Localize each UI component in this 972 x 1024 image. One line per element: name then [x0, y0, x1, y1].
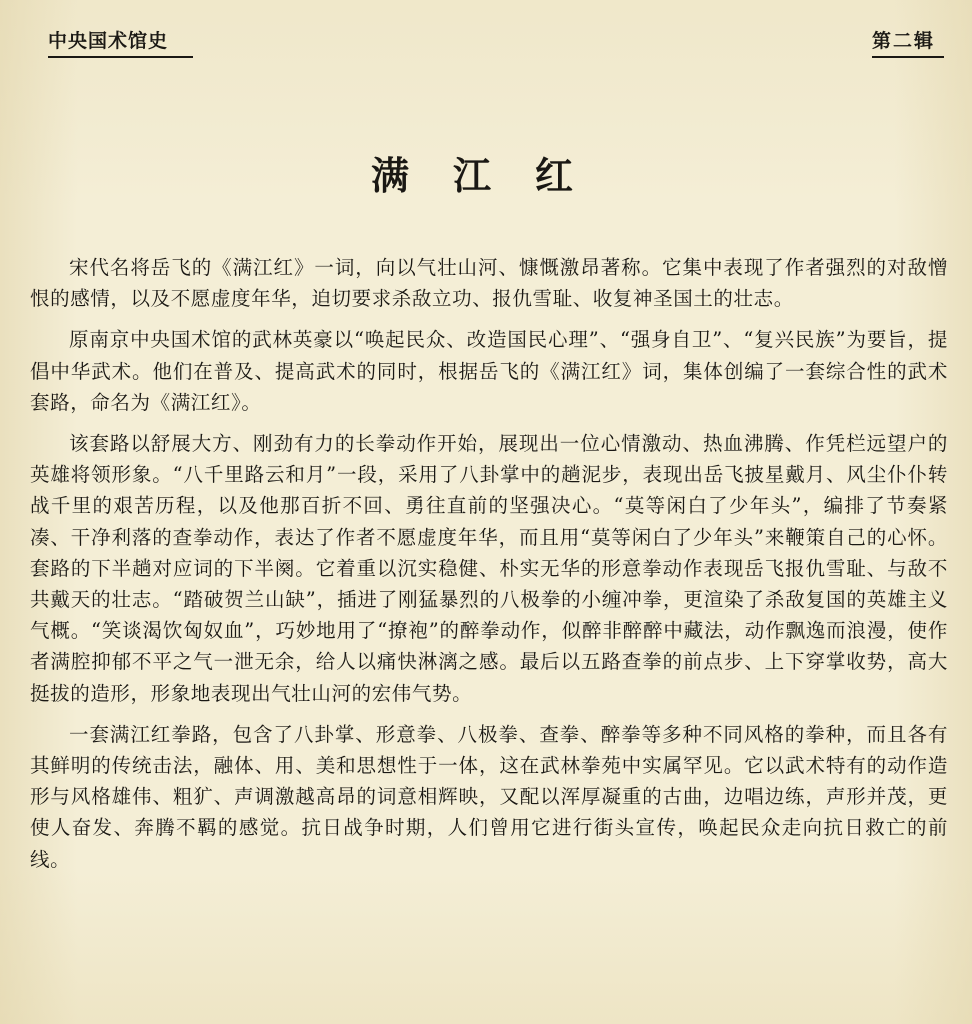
- volume-label: 第二辑: [872, 26, 944, 58]
- paragraph-1: 宋代名将岳飞的《满江红》一词，向以气壮山河、慷慨激昂著称。它集中表现了作者强烈的对敌憎恨的感情，以及不愿虚度年华，迫切要求杀敌立功、报仇雪耻、收复神圣国土的壮志。: [30, 256, 948, 311]
- running-header: [0, 0, 972, 60]
- book-title-header: 中央国术馆史: [48, 26, 193, 58]
- paragraph-2: 原南京中央国术馆的武林英豪以“唤起民众、改造国民心理”、“强身自卫”、“复兴民族”为要旨，提倡中华武术。他们在普及、提高武术的同时，根据岳飞的《满江红》词，集体创编了一套综合性的武术套路，命名为《满江红》。: [30, 328, 948, 414]
- article-title: 满江红: [370, 153, 617, 198]
- paragraph-4: 一套满江红拳路，包含了八卦掌、形意拳、八极拳、查拳、醉拳等多种不同风格的拳种，而且各有其鲜明的传统击法，融体、用、美和思想性于一体，这在武林拳苑中实属罕见。它以武术特有的动作造形与风格雄伟、粗犷、声调激越高昂的词意相辉映，又配以浑厚凝重的古曲，边唱边练，声形并茂，更使人奋发、奔腾不羁的感觉。抗日战争时期，人们曾用它进行街头宣传，唤起民众走向抗日救亡的前线。: [30, 722, 948, 871]
- paragraph-3: 该套路以舒展大方、刚劲有力的长拳动作开始，展现出一位心情激动、热血沸腾、作凭栏远望户的英雄将领形象。“八千里路云和月”一段，采用了八卦掌中的趟泥步，表现出岳飞披星戴月、风尘仆仆转战千里的艰苦历程，以及他那百折不回、勇往直前的坚强决心。“莫等闲白了少年头”，编排了节奏紧凑、干净利落的查拳动作，表达了作者不愿虚度年华，而且用“莫等闲白了少年头”来鞭策自己的心怀。套路的下半趟对应词的下半阕。它着重以沉实稳健、朴实无华的形意拳动作表现岳飞报仇雪耻、与敌不共戴天的壮志。“踏破贺兰山缺”，插进了刚猛暴烈的八极拳的小缠冲拳，更渲染了杀敌复国的英雄主义气概。“笑谈渴饮匈奴血”，巧妙地用了“撩袍”的醉拳动作，似醉非醉醉中藏法，动作飘逸而浪漫，使作者满腔抑郁不平之气一泄无余，给人以痛快淋漓之感。最后以五路查拳的前点步、上下穿掌收势，高大挺拔的造形，形象地表现出气壮山河的宏伟气势。: [30, 432, 948, 705]
- article-body: [30, 252, 948, 885]
